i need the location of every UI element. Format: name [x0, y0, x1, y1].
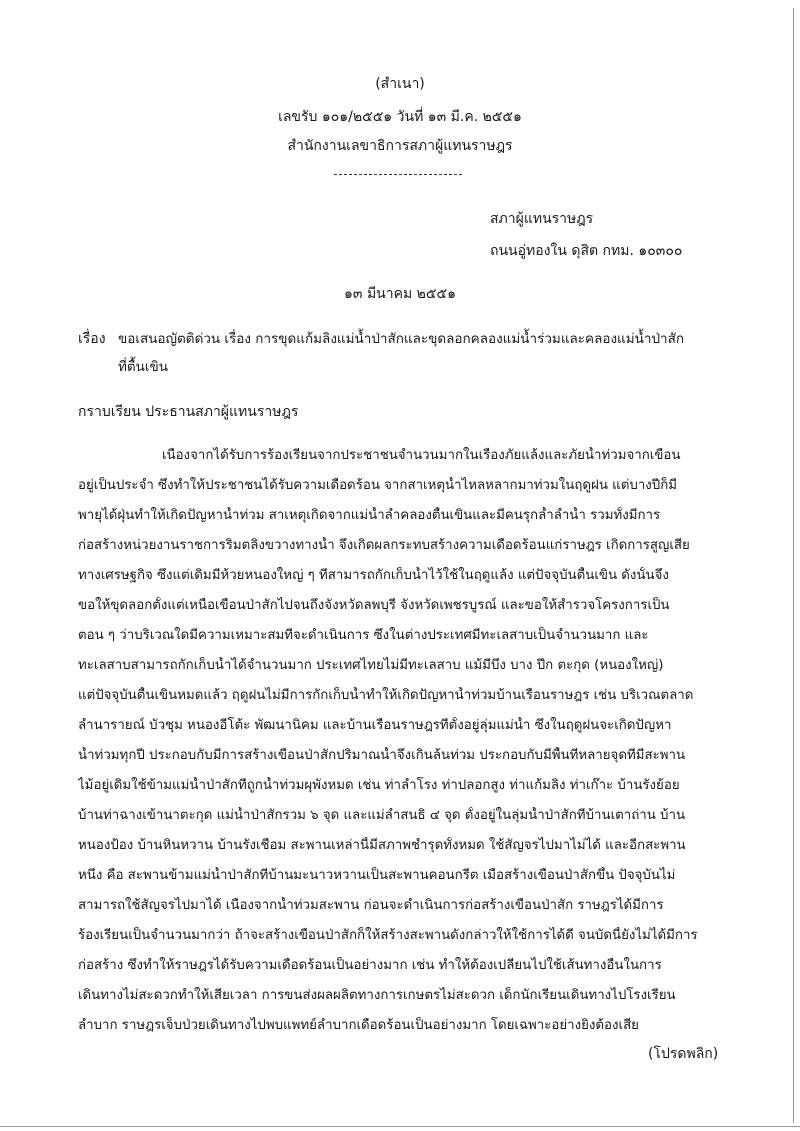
body-line: หนึ่ง คือ สะพานข้ามแม่น้ำป่าสักที่บ้านมะนาวหวานเป็นสะพานคอนกรีต เมื่อสร้างเขื่อนป่าสักขึ้น ปัจจุบันไม่ — [78, 868, 676, 883]
body-line: ก่อสร้าง ซึ่งทำให้ราษฎรได้รับความเดือดร้อนเป็นอย่างมาก เช่น ทำให้ต้องเปลี่ยนไปใช้เส้นทางอื่นในการ — [78, 958, 662, 973]
body-line: ตอน ๆ ว่าบริเวณใดมีความเหมาะสมที่จะดำเนินการ ซึ่งในต่างประเทศมีทะเลสาบเป็นจำนวนมาก และ — [78, 628, 649, 643]
body-line: สามารถใช้สัญจรไปมาได้ เนื่องจากน้ำท่วมสะพาน ก่อนจะดำเนินการก่อสร้างเขื่อนป่าสัก ราษฎรได้มีการ — [78, 898, 664, 913]
body-line: น้ำท่วมทุกปี ประกอบกับมีการสร้างเขื่อนป่าสักปริมาณน้ำจึงเกินล้นท่วม ประกอบกับมีพื้นที่หลายจุดที่มีสะพาน — [78, 748, 686, 763]
address-line-2: ถนนอู่ทองใน ดุสิต กทม. ๑๐๓๐๐ — [490, 243, 683, 259]
body-line: ทะเลสาบสามารถกักเก็บน้ำได้จำนวนมาก ประเทศไทยไม่มีทะเลสาบ แม้มีบึง บาง ปึก ตะกุด (หนองใหญ่) — [78, 658, 664, 673]
receipt-line: เลขรับ ๑๐๑/๒๕๕๑ วันที่ ๑๓ มี.ค. ๒๕๕๑ — [278, 109, 522, 125]
letter-date: ๑๓ มีนาคม ๒๕๕๑ — [344, 286, 456, 302]
body-line: อยู่เป็นประจำ ซึ่งทำให้ประชาชนได้รับความเดือดร้อน จากสาเหตุน้ำไหลหลากมาท่วมในฤดูฝน แต่บางปีก็มี — [78, 478, 678, 493]
page-edge-right — [793, 8, 794, 1123]
body-line: หนองป้อง บ้านหินหวาน บ้านรังเชื่อม สะพานเหล่านี้มีสภาพชำรุดทั้งหมด ใช้สัญจรไปมาไม่ได้ และอีกสะพาน — [78, 838, 686, 853]
body-line: แต่ปัจจุบันตื้นเขินหมดแล้ว ฤดูฝนไม่มีการกักเก็บน้ำทำให้เกิดปัญหาน้ำท่วมบ้านเรือนราษฎร เช่น บริเวณตลาด — [78, 688, 694, 703]
body-line: ลำนารายณ์ บัวชุม หนองอีโต้ะ พัฒนานิคม และบ้านเรือนราษฎรที่ตั้งอยู่ลุ่มแม่น้ำ ซึ่งในฤดูฝนจะเกิดปัญหา — [78, 718, 672, 733]
copy-mark: (สำเนา) — [375, 76, 425, 92]
body-line: ลำบาก ราษฎรเจ็บป่วยเดินทางไปพบแพทย์ลำบากเดือดร้อนเป็นอย่างมาก โดยเฉพาะอย่างยิ่งต้องเสีย — [78, 1018, 639, 1033]
body-line: เดินทางไม่สะดวกทำให้เสียเวลา การขนส่งผลผลิตทางการเกษตรไม่สะดวก เด็กนักเรียนเดินทางไปโรงเรียน — [78, 988, 676, 1003]
subject-label: เรื่อง — [78, 331, 106, 347]
subject-line-1: ขอเสนอญัตติด่วน เรื่อง การขุดแก้มลิงแม่น้ำป่าสักและขุดลอกคลองแม่น้ำร่วมและคลองแม่น้ำป่าสัก — [118, 331, 685, 347]
body-line: ไม้อยู่เดิมใช้ข้ามแม่น้ำป่าสักที่ถูกน้ำท่วมผุพังหมด เช่น ท่าลำโรง ท่าปลอกสูง ท่าแก้มลิง ท่าเก๊าะ บ้านรังย้อย — [78, 778, 680, 793]
body-line: พายุได้ฝุ่นทำให้เกิดปัญหาน้ำท่วม สาเหตุเกิดจากแม่น้ำลำคลองตื้นเขินและมีคนรุกล้ำลำน้ำ รวมทั้งมีการ — [78, 508, 661, 523]
please-turn-over: (โปรดพลิก) — [648, 1046, 719, 1062]
salutation: กราบเรียน ประธานสภาผู้แทนราษฎร — [78, 404, 299, 420]
body-line: ทางเศรษฐกิจ ซึ่งแต่เดิมมีห้วยหนองใหญ่ ๆ ที่สามารถกักเก็บน้ำไว้ใช้ในฤดูแล้ง แต่ปัจจุบันตื้นเขิน ดังนั้นจึง — [78, 568, 669, 583]
address-line-1: สภาผู้แทนราษฎร — [490, 211, 594, 227]
header-divider — [334, 174, 462, 175]
office-name: สำนักงานเลขาธิการสภาผู้แทนราษฎร — [287, 138, 513, 154]
body-line: เนื่องจากได้รับการร้องเรียนจากประชาชนจำนวนมากในเรื่องภัยแล้งและภัยน้ำท่วมจากเขื่อน — [162, 448, 681, 463]
body-line: ร้องเรียนเป็นจำนวนมากว่า ถ้าจะสร้างเขื่อนป่าสักก็ให้สร้างสะพานดังกล่าวให้ใช้การได้ดี จนบัดนี้ยังไม่ได้มีการ — [78, 928, 698, 943]
body-line: บ้านท่าฉางเข้านาตะกุด แม่น้ำป่าสักรวม ๖ จุด และแม่ลำสนธิ ๔ จุด ตั้งอยู่ในลุ่มน้ำป่าสักที่บ้านเตาถ่าน บ้าน — [78, 808, 686, 823]
page-edge-bottom — [0, 1126, 800, 1127]
body-line: ขอให้ขุดลอกตั้งแต่เหนือเขื่อนป่าสักไปจนถึงจังหวัดลพบุรี จังหวัดเพชรบูรณ์ และขอให้สำรวจโครงการเป็น — [78, 598, 670, 613]
subject-line-2: ที่ตื้นเขิน — [118, 359, 168, 375]
body-line: ก่อสร้างหน่วยงานราชการริมตลิ่งขวางทางน้ำ จึงเกิดผลกระทบสร้างความเดือดร้อนแก่ราษฎร เกิดการสูญเสีย — [78, 538, 690, 553]
